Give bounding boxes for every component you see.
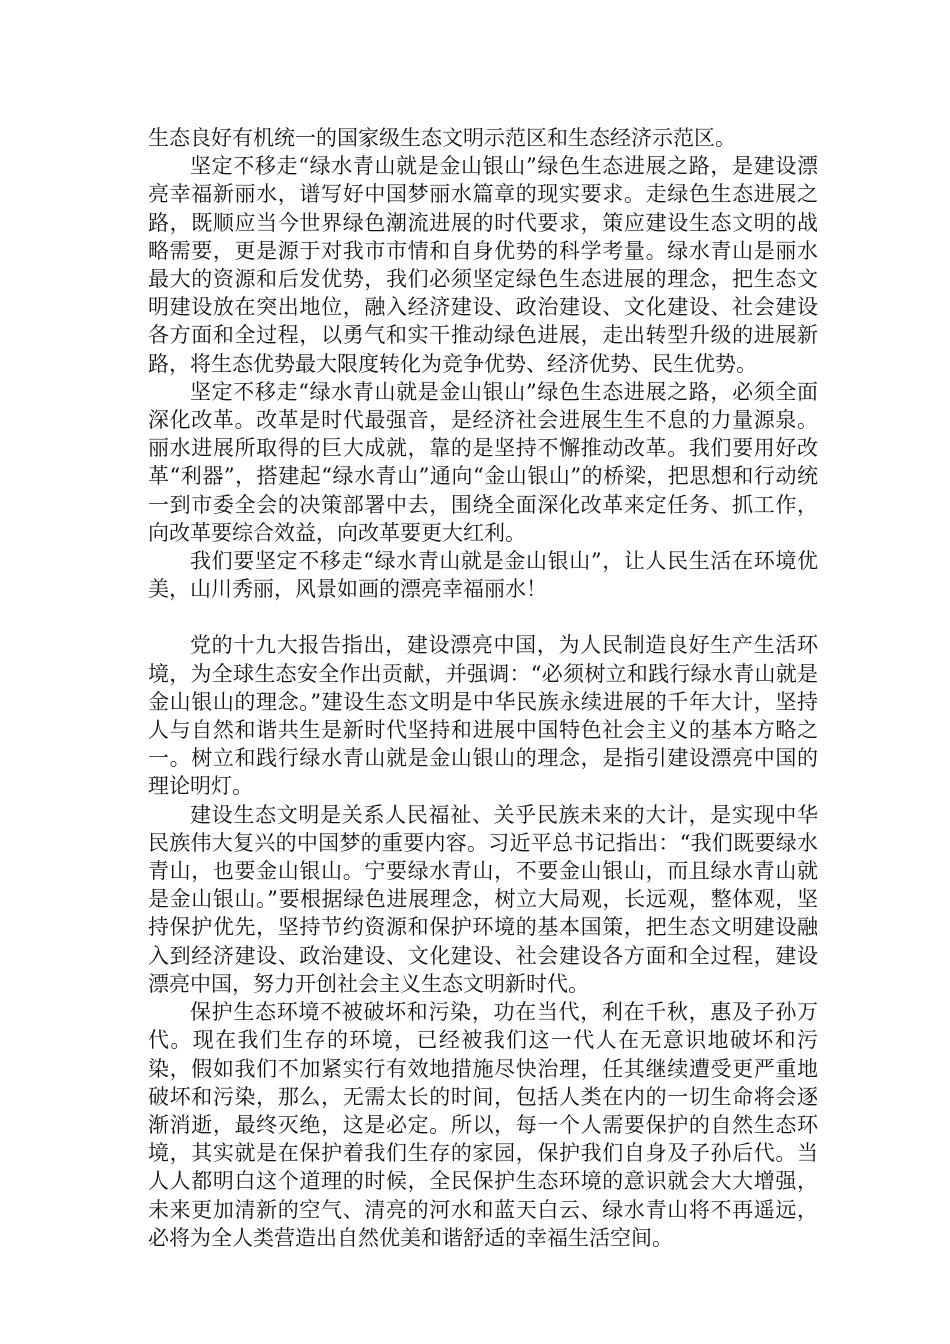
paragraph-5: 党的十九大报告指出，建设漂亮中国，为人民制造良好生产生活环境，为全球生态安全作出贡献，并强调：“必须树立和践行绿水青山就是金山银山的理念。”建设生态文明是中华民族永续进展的千年大计，坚持人与自然和谐共生是新时代坚持和进展中国特色社会主义的基本方略之一。树立和践行绿水青山就是金山银山的理念，是指引建设漂亮中国的理论明灯。 <box>148 633 818 799</box>
section-gap <box>148 603 818 631</box>
paragraph-6: 建设生态文明是关系人民福祉、关乎民族未来的大计，是实现中华民族伟大复兴的中国梦的重要内容。习近平总书记指出：“我们既要绿水青山，也要金山银山。宁要绿水青山，不要金山银山，而且绿水青山就是金山银山。”要根据绿色进展理念，树立大局观，长远观，整体观，坚持保护优先，坚持节约资源和保护环境的基本国策，把生态文明建设融入到经济建设、政治建设、文化建设、社会建设各方面和全过程，建设漂亮中国，努力开创社会主义生态文明新时代。 <box>148 802 818 996</box>
paragraph-4: 我们要坚定不移走“绿水青山就是金山银山”，让人民生活在环境优美，山川秀丽，风景如画的漂亮幸福丽水！ <box>148 549 818 602</box>
paragraph-1: 生态良好有机统一的国家级生态文明示范区和生态经济示范区。 <box>148 126 736 150</box>
document-body <box>148 124 818 1252</box>
paragraph-2: 坚定不移走“绿水青山就是金山银山”绿色生态进展之路，是建设漂亮幸福新丽水，谱写好中国梦丽水篇章的现实要求。走绿色生态进展之路，既顺应当今世界绿色潮流进展的时代要求，策应建设生态文明的战略需要，更是源于对我市市情和自身优势的科学考量。绿水青山是丽水最大的资源和后发优势，我们必须坚定绿色生态进展的理念，把生态文明建设放在突出地位，融入经济建设、政治建设、文化建设、社会建设各方面和全过程，以勇气和实干推动绿色进展，走出转型升级的进展新路，将生态优势最大限度转化为竞争优势、经济优势、民生优势。 <box>148 154 818 376</box>
paragraph-7: 保护生态环境不被破坏和污染，功在当代，利在千秋，惠及子孙万代。现在我们生存的环境，已经被我们这一代人在无意识地破坏和污染，假如我们不加紧实行有效地措施尽快治理，任其继续遭受更严重地破坏和污染，那么，无需太长的时间，包括人类在内的一切生命将会逐渐消逝，最终灭绝，这是必定。所以，每一个人需要保护的自然生态环境，其实就是在保护着我们生存的家园，保护我们自身及子孙后代。当人人都明白这个道理的时候，全民保护生态环境的意识就会大大增强，未来更加清新的空气、清亮的河水和蓝天白云、绿水青山将不再遥远，必将为全人类营造出自然优美和谐舒适的幸福生活空间。 <box>148 1000 818 1250</box>
paragraph-3: 坚定不移走“绿水青山就是金山银山”绿色生态进展之路，必须全面深化改革。改革是时代最强音，是经济社会进展生生不息的力量源泉。丽水进展所取得的巨大成就，靠的是坚持不懈推动改革。我们要用好改革“利器”，搭建起“绿水青山”通向“金山银山”的桥梁，把思想和行动统一到市委全会的决策部署中去，围绕全面深化改革来定任务、抓工作，向改革要综合效益，向改革要更大红利。 <box>148 379 818 545</box>
